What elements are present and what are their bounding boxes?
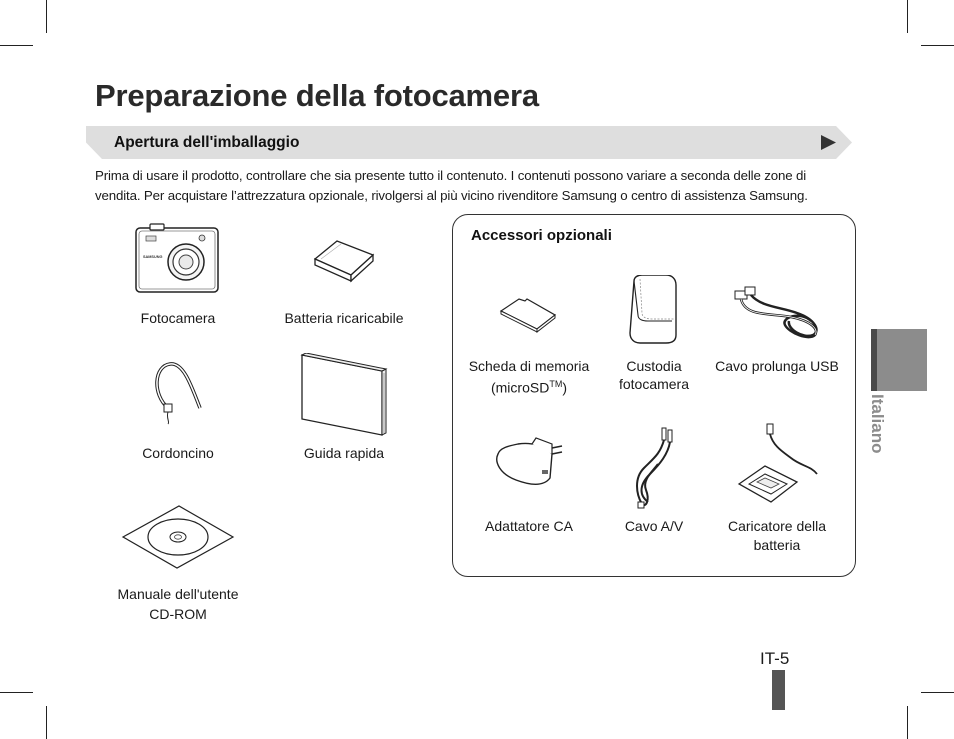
crop-mark	[907, 706, 908, 739]
crop-mark	[46, 706, 47, 739]
memory-label-close: )	[562, 379, 567, 396]
item-usb-cable	[707, 275, 847, 395]
optional-accessories-title: Accessori opzionali	[471, 227, 612, 244]
item-battery	[264, 220, 424, 330]
item-charger-label-line2: batteria	[753, 537, 801, 553]
language-tab	[867, 394, 887, 454]
item-memory-label-line2	[459, 375, 599, 398]
item-av-cable	[584, 420, 724, 540]
item-memory-card	[459, 275, 599, 395]
item-case-label-line2: fotocamera	[618, 376, 690, 392]
camera-case-icon	[626, 275, 682, 345]
item-adapter-label: Adattatore CA	[485, 518, 573, 534]
language-tab-label: Italiano	[868, 394, 887, 454]
section-title: Apertura dell'imballaggio	[114, 134, 300, 151]
item-camera-label: Fotocamera	[140, 310, 216, 326]
crop-mark	[921, 692, 954, 693]
language-tab-accent	[871, 329, 877, 391]
camera-brand: SAMSUNG	[143, 255, 163, 259]
item-battery-label: Batteria ricaricabile	[284, 310, 404, 326]
usb-cable-icon	[731, 277, 823, 341]
item-camera-case	[584, 275, 724, 395]
battery-icon	[311, 235, 377, 283]
item-usb-label: Cavo prolunga USB	[715, 358, 839, 374]
camera-icon	[134, 222, 222, 296]
intro-text: Prima di usare il prodotto, controllare che sia presente tutto il contenuto. I contenuti possono variare a seconda delle zone di vendita. Per acquistare l’attrezzatura opzionale, rivolgersi al più vicino rivenditore Samsung o centro di assistenza Samsung.	[95, 168, 808, 203]
item-guide-label: Guida rapida	[303, 445, 385, 461]
page-number: IT-5	[760, 649, 790, 668]
item-guide	[264, 355, 424, 465]
crop-mark	[921, 45, 954, 46]
item-strap	[98, 355, 258, 465]
item-memory-label-line1: Scheda di memoria	[468, 358, 590, 374]
quick-guide-icon	[298, 353, 390, 437]
cd-rom-icon	[121, 504, 235, 570]
crop-mark	[907, 0, 908, 33]
crop-mark	[0, 692, 33, 693]
page-number-bar	[772, 670, 785, 710]
memory-label-text: (microSD	[490, 379, 550, 396]
item-cd-label-line2: CD-ROM	[149, 606, 207, 622]
item-case-label-line1: Custodia	[626, 358, 682, 374]
battery-charger-icon	[731, 422, 823, 506]
page-title: Preparazione della fotocamera	[95, 78, 539, 113]
crop-mark	[46, 0, 47, 33]
item-charger-label-line1: Caricatore della	[727, 518, 827, 534]
item-battery-charger	[707, 420, 847, 560]
memory-card-icon	[497, 293, 561, 333]
strap-icon	[148, 358, 208, 426]
crop-mark	[0, 45, 33, 46]
item-cd-label-line1: Manuale dell'utente	[117, 586, 239, 602]
language-tab-block	[871, 329, 927, 391]
item-av-label: Cavo A/V	[624, 518, 684, 534]
section-header	[86, 126, 852, 159]
item-strap-label: Cordoncino	[142, 445, 214, 461]
ac-adapter-icon	[492, 434, 566, 490]
arrow-right-icon	[821, 135, 837, 150]
av-cable-icon	[624, 424, 684, 510]
item-camera	[98, 220, 258, 330]
item-cd-rom	[98, 500, 258, 630]
trademark-symbol: TM	[549, 379, 563, 389]
item-ac-adapter	[459, 430, 599, 540]
